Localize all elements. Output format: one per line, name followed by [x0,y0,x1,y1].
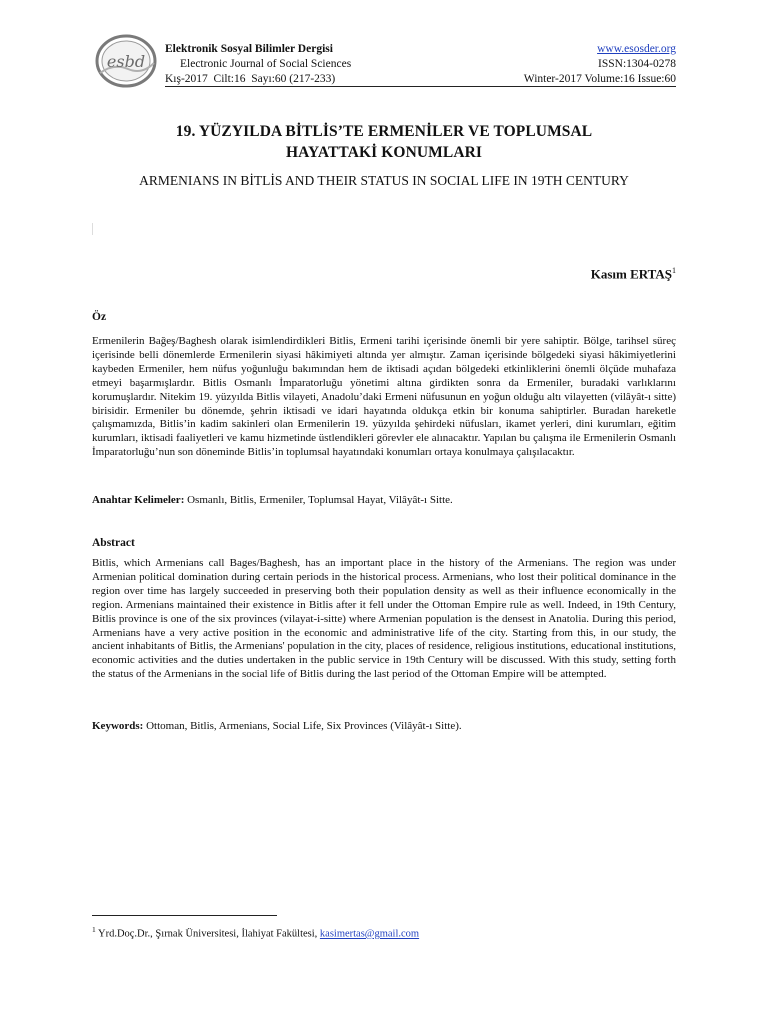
issue-info-en: Winter-2017 Volume:16 Issue:60 [523,73,676,85]
footnote-mark: 1 [92,925,96,934]
scan-mark [92,223,93,235]
journal-logo [94,33,158,89]
abstract-heading: Abstract [92,537,135,549]
author-name: Kasım ERTAŞ [590,266,672,282]
author-footnote-mark: 1 [672,266,676,275]
oz-text: Ermenilerin Bağeş/Baghesh olarak isimlendirdikleri Bitlis, Ermeni tarihi içerisinde önemli bir yere sahiptir. Bölge, tarihsel süreç içerisinde belli dönemlerde Ermenilerin siyasi hâkimiyeti altında yer almıştır. Zaman içerisinde bölgedeki siyasi hâkimiyetlerini kaybeden Ermeniler, hem nüfus yoğunluğu bakımından hem de iktisadi açıdan bölgedeki etkinliklerini önemli ölçüde muhafaza etmeyi başarmışlardır. Bitlis Osmanlı İmparatorluğu yönetimi altına girdikten sonra da Ermeniler, buradaki varlıklarını korumuşlardır. Nitekim 19. yüzyılda Bitlis vilayeti, Anadolu’daki Ermeni nüfusunun en yoğun olduğu altı vilayetten (vilâyât-ı sitte) birisidir. Ermeniler bu dönemde, şehrin iktisadi ve idari hayatında oldukça etkin bir konuma sahiptirler. Buradan hareketle çalışmamızda, Bitlis’in kadim sakinleri olan Ermenilerin 19. yüzyılda şehirdeki nüfusları, ikamet yerleri, dini kurumları, eğitim kurumları, iktisadi faaliyetleri ve kamu hizmetinde üstlendikleri görevler ele alınacaktır. Yapılan bu çalışma ile Ermenilerin Osmanlı İmparatorluğu’nun son döneminde Bitlis’in toplumsal hayatındaki konumları ortaya konulmaya çalışılacaktır. [92,335,676,459]
logo-text: esbd [106,52,146,71]
abstract-keywords-label: Keywords: [92,720,144,732]
abstract-keywords-list: Ottoman, Bitlis, Armenians, Social Life, Six Provinces (Vilâyât-ı Sitte). [143,720,462,732]
footnote-text: Yrd.Doç.Dr., Şırnak Üniversitesi, İlahiyat Fakültesi, [95,928,320,940]
oz-keywords-list: Osmanlı, Bitlis, Ermeniler, Toplumsal Hayat, Vilâyât-ı Sitte. [184,494,453,506]
author-email-link[interactable]: kasimertas@gmail.com [319,928,420,940]
header-divider [165,86,676,87]
article-title-tr [92,121,676,163]
website-link[interactable]: www.esosder.org [597,43,676,55]
author [591,266,676,282]
issue-info-tr: Kış-2017 Cilt:16 Sayı:60 (217-233) [165,73,336,85]
journal-header-left [165,42,351,87]
oz-keywords [92,493,676,507]
journal-header-right [524,42,676,87]
abstract-text: Bitlis, which Armenians call Bages/Baghesh, has an important place in the history of the Armenians. The region was under Armenian political domination during certain periods in the historical process. Armenians, who lost their political dominance in the region over time has largely succeeded in preserving both their population density as well as their influence economically in the region. Armenians maintained their existence in Bitlis after it fell under the Ottoman Empire rule as well. Indeed, in 19th Century, Bitlis province is one of the six provinces (vilayat-i-sitte) where Armenian population is the densest in Anatolia. During this period, Armenians have a very active position in the economic and administrative life of the city. Starting from this, in our study, the ancient inhabitants of Bitlis, the Armenians' population in the city, places of residence, religious institutions, educational institutions, economic activities and the duties undertaken in the public service in 19th Century will be discussed. With this study, setting forth the status of the Armenians in the social life of Bitlis during the last period of the Ottoman Empire will be attempted. [92,557,676,681]
footnote-divider [92,915,277,916]
issn: ISSN:1304-0278 [598,58,676,70]
abstract-keywords [92,719,676,733]
oz-heading: Öz [92,311,107,323]
title-tr-line1: 19. YÜZYILDA BİTLİS’TE ERMENİLER VE TOPLUMSAL [175,123,593,140]
article-title-en: ARMENIANS IN BİTLİS AND THEIR STATUS IN SOCIAL LIFE IN 19TH CENTURY [139,173,629,188]
journal-name-tr: Elektronik Sosyal Bilimler Dergisi [165,43,333,55]
title-tr-line2: HAYATTAKİ KONUMLARI [285,144,483,161]
footnote [92,923,419,941]
journal-name-en: Electronic Journal of Social Sciences [180,58,352,70]
oz-keywords-label: Anahtar Kelimeler: [92,494,185,506]
